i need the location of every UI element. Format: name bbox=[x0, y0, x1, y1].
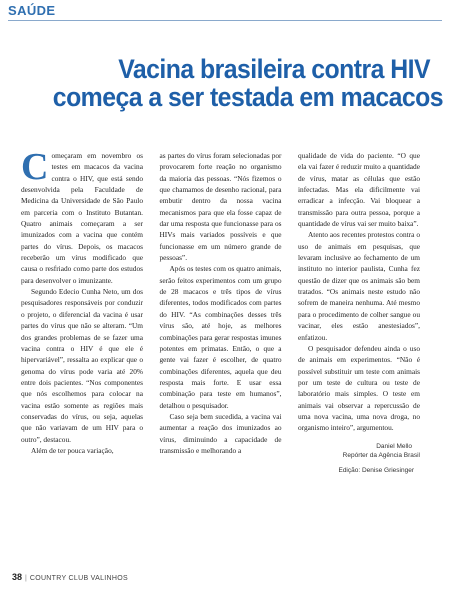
paragraph: Além de ter pouca variação, bbox=[31, 445, 114, 455]
paragraph: Atento aos recentes protestos contra o uso de animais em pesquisas, que levaram inclusive ao fechamento de um instituto no interior paulista, Cunha fez questão de dizer que os animais são bem tratados. “Os animais neste estudo não sofrem de maneira nenhuma. Até mesmo para o procedimento de colher sangue ou vacinar, eles estão anestesiados”, enfatizou. bbox=[298, 230, 420, 342]
paragraph: qualidade de vida do paciente. “O que ela vai fazer é reduzir muito a quantidade de vírus, matar as células que estão infectadas. Mas ela dificilmente vai erradicar a infecção. Vai bloquear a transmissão para outra pessoa, porque a quantidade de vírus vai ser muito baixa”. bbox=[298, 151, 420, 229]
page-number: 38 bbox=[12, 572, 23, 582]
paragraph: Segundo Edecio Cunha Neto, um dos pesquisadores responsáveis por conduzir o projeto, o diferencial da vacina é usar partes do vírus que não se alteram. “Um dos grandes problemas de se fazer uma vacina contra o HIV é que ele é hipervariável”, ressalta ao explicar que o genoma do vírus pode varia até 20% entre dois pacientes. “Nos componentes que nós escolhemos para colocar na vacina estão somente as regiões mais conservadas do vírus, ou seja, aquelas que não variavam de um HIV para o outro”, destacou. bbox=[21, 287, 143, 444]
author-name: Daniel Mello bbox=[376, 442, 412, 450]
section-label: SAÚDE bbox=[8, 3, 56, 18]
article-headline bbox=[20, 54, 444, 113]
paragraph: Começaram em novembro os testes em macacos da vacina contra o HIV, que está sendo desenvolvida pela Faculdade de Medicina da Universidade de São Paulo em parceria com o Instituto Butantan. Quatro animais começaram a ser imunizados com a vacina que contém partes do vírus. Depois, os macacos receberão um vírus modificado que causa o resfriado como parte dos estudos para desenvolver o imunizante. bbox=[21, 146, 143, 285]
article-credits bbox=[298, 442, 420, 475]
headline-line-2: começa a ser testada em macacos bbox=[52, 82, 444, 113]
drop-cap: C bbox=[21, 146, 49, 188]
article-body bbox=[21, 146, 420, 556]
footer-separator: | bbox=[25, 575, 27, 582]
magazine-name: COUNTRY CLUB VALINHOS bbox=[29, 575, 128, 582]
author-role: Repórter da Agência Brasil bbox=[342, 451, 420, 459]
editor-credit: Edição: Denise Griesinger bbox=[338, 466, 414, 474]
headline-line-1: Vacina brasileira contra HIV bbox=[118, 54, 430, 84]
section-divider bbox=[8, 20, 442, 21]
section-header bbox=[0, 0, 450, 20]
page-footer bbox=[12, 572, 128, 582]
article-column-1 bbox=[21, 146, 143, 556]
paragraph: Após os testes com os quatro animais, serão feitos experimentos com um grupo de 28 macacos e três tipos de vírus diferentes, todos modificados com partes do HIV. “As combinações desses três vírus são, até hoje, as melhores combinações para gerar respostas imunes potentes em primatas. Então, o que a gente vai fazer é escolher, de quatro combinações diferentes, aquela que deu resposta mais forte. E usar essa combinação para teste em humanos”, detalhou o pesquisador. bbox=[159, 264, 282, 410]
paragraph: as partes do vírus foram selecionadas por provocarem forte reação no organismo da maioria das pessoas. “Nós fizemos o que chamamos de desenho racional, para embutir dentro da nossa vacina mecanismos para que ela fosse capaz de dar uma resposta que funcionasse para os HIVs mais variados possíveis e que funcionasse em um número grande de pessoas”. bbox=[159, 151, 282, 263]
article-column-3 bbox=[298, 150, 420, 556]
paragraph: O pesquisador defendeu ainda o uso de animais em experimentos. “Não é possível substituir um teste com animais por um teste de cultura ou teste de laboratório mais simples. O teste em animais vai observar a repercussão de uma nova vacina, uma nova droga, no organismo inteiro”, argumentou. bbox=[298, 343, 420, 433]
paragraph: Caso seja bem sucedida, a vacina vai aumentar a reação dos imunizados ao vírus, diminuindo a capacidade de transmissão e melhorando a bbox=[159, 411, 282, 455]
article-column-2 bbox=[160, 150, 282, 556]
